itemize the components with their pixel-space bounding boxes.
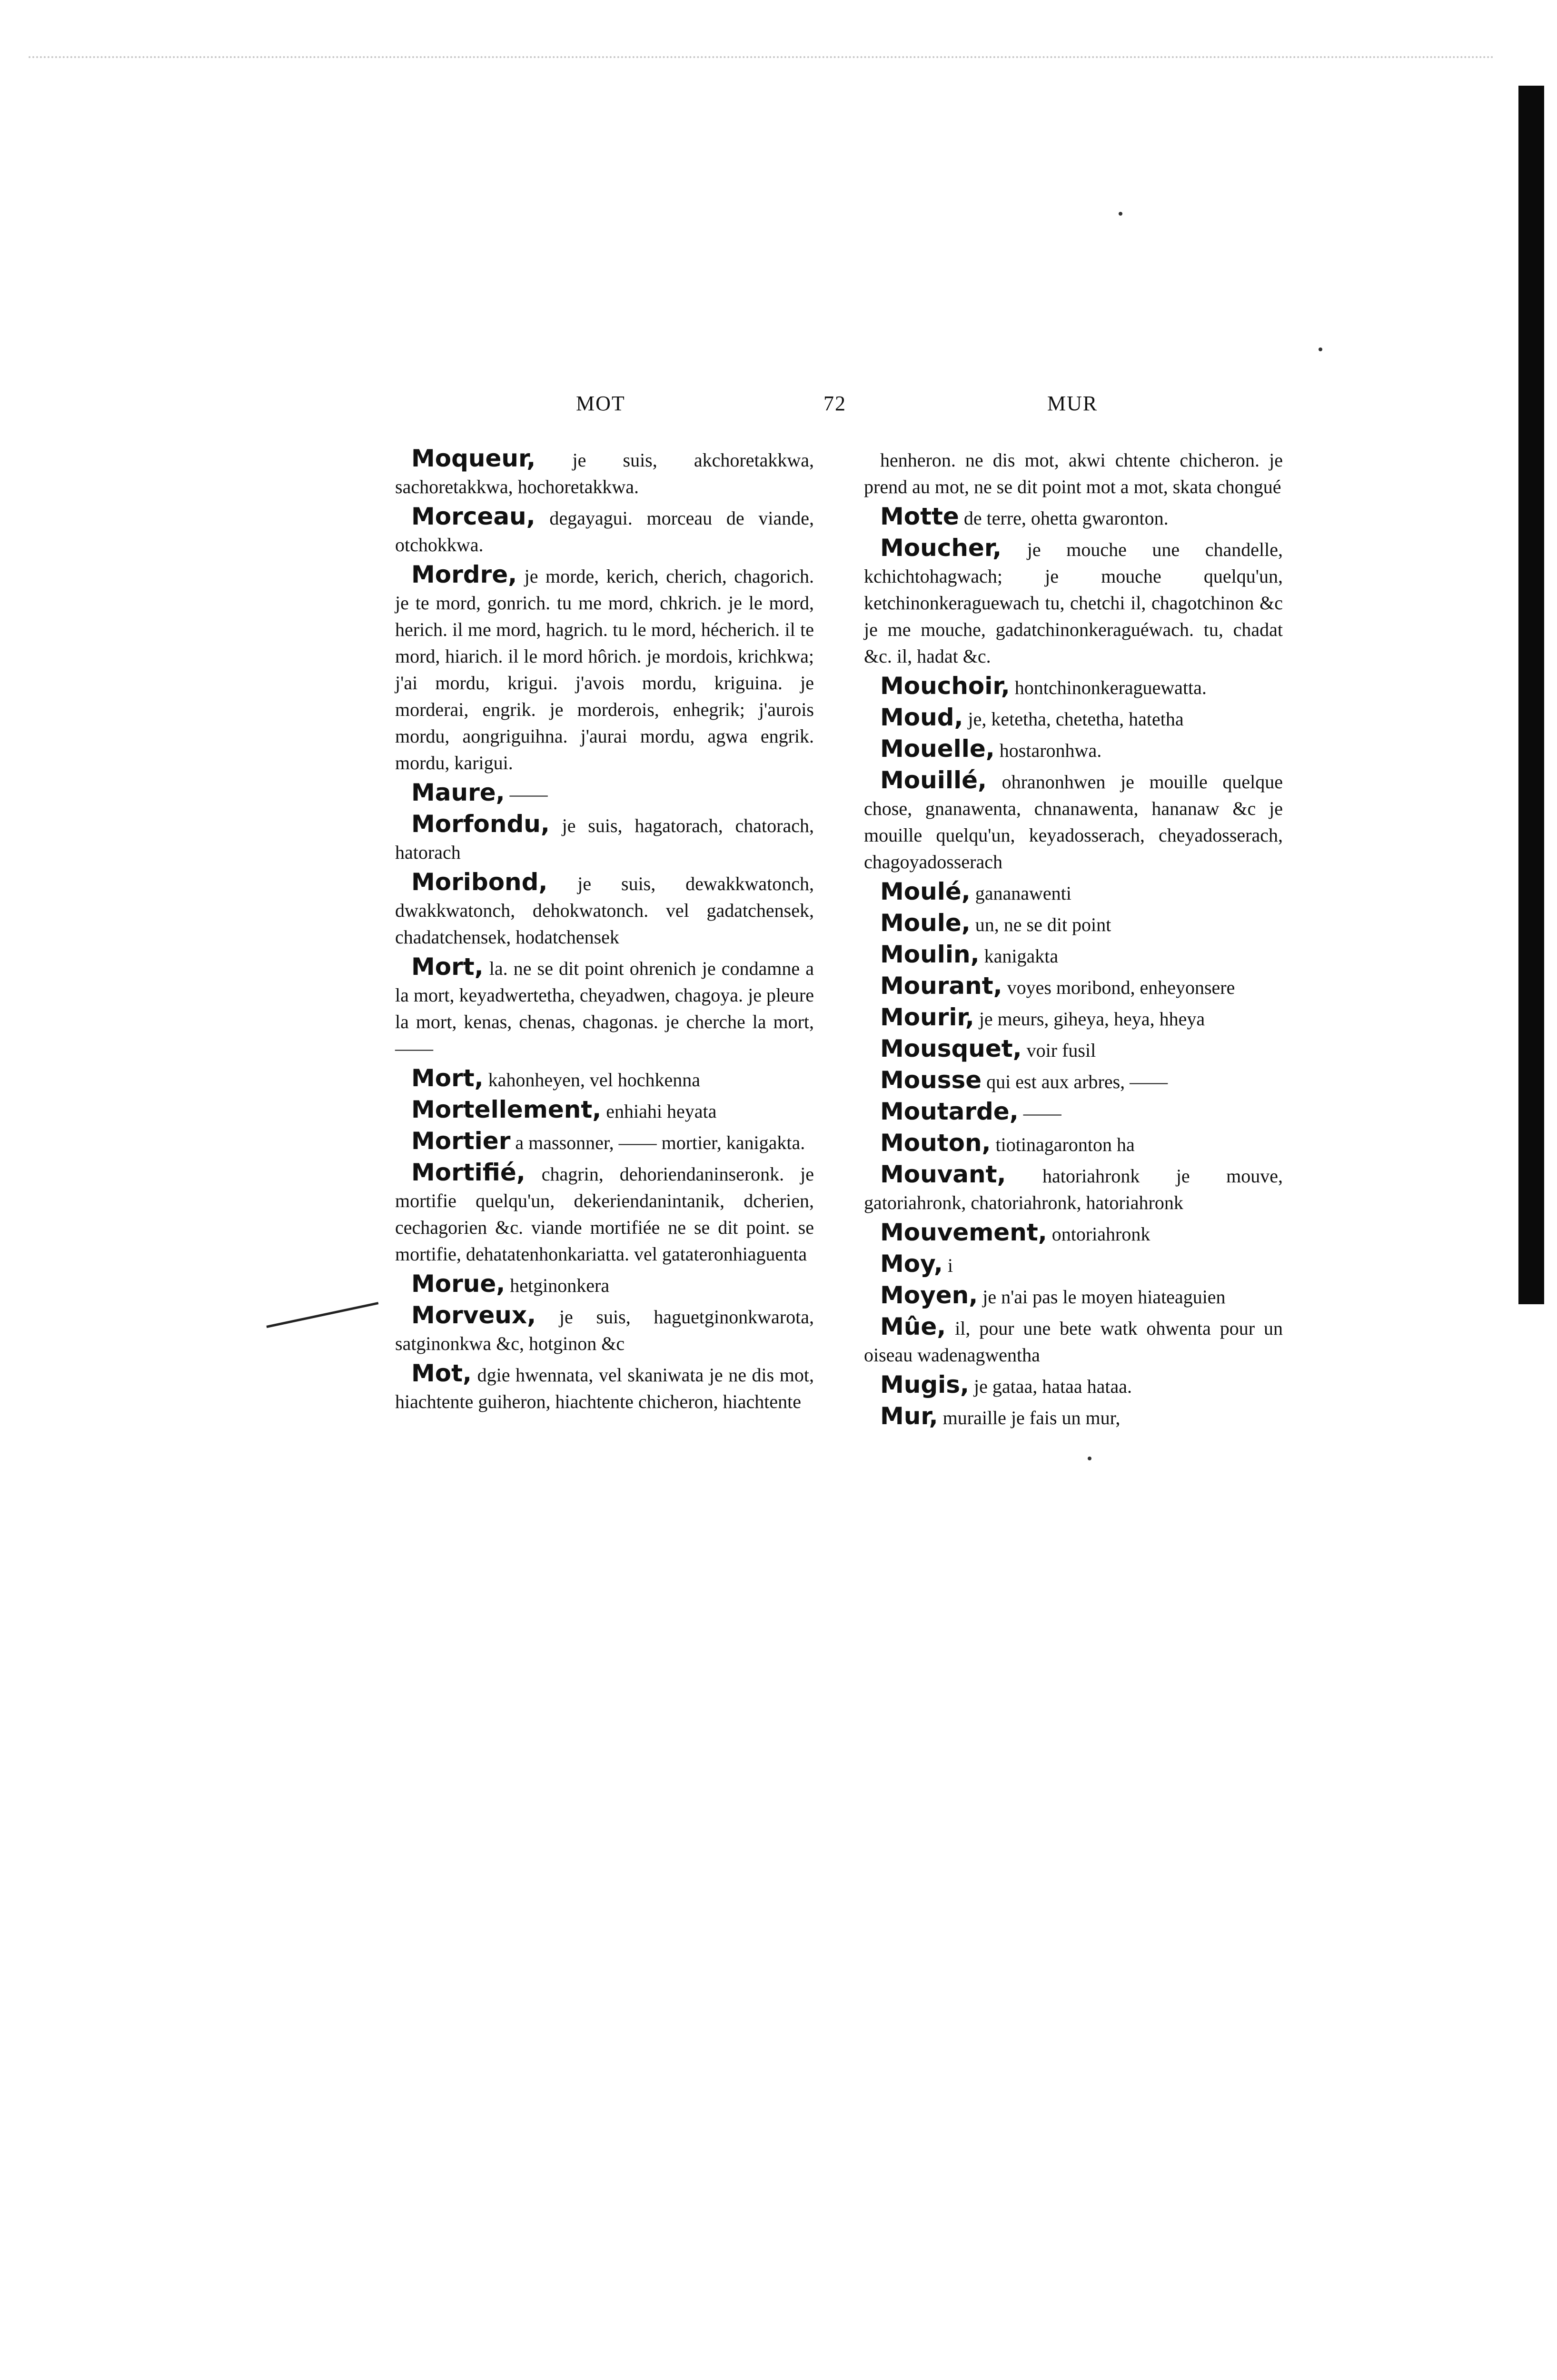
dictionary-entry xyxy=(395,445,814,500)
entry-definition: kanigakta xyxy=(979,945,1059,967)
entry-definition: ohranonhwen je mouille quelque chose, gnanawenta, chnanawenta, hananaw &c je mouille quelqu'un, keyadosserach, cheyadosserach, chagoyadosserach xyxy=(864,771,1283,873)
entry-headword: Mortier xyxy=(411,1127,511,1155)
dictionary-entry xyxy=(864,1313,1283,1368)
dictionary-entry xyxy=(864,878,1283,907)
dictionary-entry xyxy=(864,445,1283,500)
entry-headword: Mortellement, xyxy=(411,1096,602,1123)
dictionary-entry xyxy=(864,1371,1283,1400)
entry-headword: Mouton, xyxy=(880,1129,991,1157)
dictionary-entry xyxy=(864,972,1283,1001)
entry-headword: Mouelle, xyxy=(880,735,995,763)
entry-headword: Mousquet, xyxy=(880,1035,1022,1062)
entry-headword: Moribond, xyxy=(411,868,548,896)
dictionary-entry xyxy=(864,1035,1283,1064)
entry-definition: il, pour une bete watk ohwenta pour un oiseau wadenagwentha xyxy=(864,1318,1283,1366)
entry-definition: je suis, akchoretakkwa, sachoretakkwa, hochoretakkwa. xyxy=(395,449,814,497)
dictionary-entry xyxy=(395,503,814,558)
dictionary-entry xyxy=(395,1065,814,1093)
entry-definition: kahonheyen, vel hochkenna xyxy=(483,1069,701,1091)
dictionary-entry xyxy=(864,1219,1283,1248)
scan-noise-top xyxy=(29,56,1495,63)
entry-definition: hostaronhwa. xyxy=(994,740,1102,761)
entry-definition: —— xyxy=(505,783,548,805)
entry-definition: qui est aux arbres, —— xyxy=(982,1071,1168,1092)
entry-headword: Moulé, xyxy=(880,878,971,905)
entry-definition: je gataa, hataa hataa. xyxy=(969,1376,1132,1397)
dictionary-entry xyxy=(395,1096,814,1125)
right-column xyxy=(864,445,1283,1434)
entry-definition: je, ketetha, chetetha, hatetha xyxy=(963,708,1184,730)
entry-definition: hatoriahronk je mouve, gatoriahronk, chatoriahronk, hatoriahronk xyxy=(864,1165,1283,1213)
entry-headword: Mouchoir, xyxy=(880,672,1010,700)
entry-headword: Mordre, xyxy=(411,561,517,588)
dictionary-entry xyxy=(864,503,1283,532)
dictionary-entry xyxy=(864,704,1283,733)
entry-definition: tiotinagaronton ha xyxy=(991,1134,1135,1155)
dictionary-entry xyxy=(864,1250,1283,1279)
entry-headword: Mousse xyxy=(880,1066,982,1094)
entry-definition: degayagui. morceau de viande, otchokkwa. xyxy=(395,507,814,555)
entry-definition: voir fusil xyxy=(1021,1040,1096,1061)
entry-definition: je mouche une chandelle, kchichtohagwach; je mouche quelqu'un, ketchinonkeraguewach tu, chetchi il, chagotchinon &c je me mouche, gadatchinonkeraguéwach. tu, chadat &c. il, hadat &c. xyxy=(864,539,1283,667)
entry-headword: Mort, xyxy=(411,1064,484,1092)
entry-definition: de terre, ohetta gwaronton. xyxy=(959,507,1169,529)
entry-definition: je suis, dewakkwatonch, dwakkwatonch, dehokwatonch. vel gadatchensek, chadatchensek, hodatchensek xyxy=(395,873,814,948)
dictionary-entry xyxy=(864,1282,1283,1310)
entry-definition: —— xyxy=(1018,1102,1061,1124)
entry-definition: i xyxy=(942,1255,953,1276)
dictionary-entry xyxy=(864,535,1283,670)
dictionary-entry xyxy=(864,767,1283,875)
entry-definition: voyes moribond, enheyonsere xyxy=(1002,977,1235,998)
running-head-right: MUR xyxy=(1047,392,1098,415)
dictionary-entry xyxy=(395,953,814,1062)
entry-definition: enhiahi heyata xyxy=(601,1101,717,1122)
entry-headword: Morveux, xyxy=(411,1301,536,1329)
entry-headword: Moutarde, xyxy=(880,1098,1019,1125)
dictionary-entry xyxy=(864,1403,1283,1431)
dictionary-entry xyxy=(864,910,1283,938)
scan-edge-bar xyxy=(1518,86,1544,1304)
dictionary-entry xyxy=(395,1360,814,1415)
scan-speck xyxy=(1088,1457,1091,1460)
entry-headword: Morceau, xyxy=(411,503,536,530)
entry-headword: Mourant, xyxy=(880,972,1002,1000)
scan-speck xyxy=(1119,212,1122,216)
entry-definition: hontchinonkeraguewatta. xyxy=(1010,677,1207,698)
dictionary-entry xyxy=(864,673,1283,701)
entry-definition: dgie hwennata, vel skaniwata je ne dis mot, hiachtente guiheron, hiachtente chicheron, hiachtente xyxy=(395,1364,814,1412)
entry-headword: Moucher, xyxy=(880,534,1002,562)
entry-headword: Mouillé, xyxy=(880,766,987,794)
dictionary-entry xyxy=(395,561,814,776)
entry-headword: Mugis, xyxy=(880,1371,970,1398)
entry-definition: un, ne se dit point xyxy=(970,914,1111,935)
entry-headword: Mur, xyxy=(880,1402,938,1430)
dictionary-entry xyxy=(864,735,1283,764)
entry-headword: Morue, xyxy=(411,1270,506,1298)
entry-headword: Moulin, xyxy=(880,941,980,968)
entry-definition: je suis, hagatorach, chatorach, hatorach xyxy=(395,815,814,863)
entry-headword: Moyen, xyxy=(880,1281,978,1309)
entry-definition: hetginonkera xyxy=(505,1275,610,1296)
dictionary-entry xyxy=(395,1128,814,1156)
dictionary-entry xyxy=(864,1130,1283,1158)
dictionary-entry xyxy=(864,1067,1283,1095)
entry-headword: Morfondu, xyxy=(411,810,550,838)
dictionary-entry xyxy=(395,1270,814,1299)
entry-definition: je meurs, giheya, heya, hheya xyxy=(974,1008,1205,1030)
entry-headword: Moud, xyxy=(880,704,963,731)
entry-headword: Mot, xyxy=(411,1359,472,1387)
dictionary-entry xyxy=(864,1004,1283,1032)
entry-headword: Maure, xyxy=(411,779,505,806)
entry-headword: Moqueur, xyxy=(411,445,536,472)
dictionary-entry xyxy=(864,1161,1283,1216)
scan-speck xyxy=(1319,347,1322,351)
entry-headword: Mort, xyxy=(411,953,484,981)
dictionary-entry xyxy=(395,779,814,808)
dictionary-entry xyxy=(395,869,814,951)
dictionary-entry xyxy=(395,1159,814,1268)
entry-definition: a massonner, —— mortier, kanigakta. xyxy=(510,1132,805,1153)
entry-headword: Motte xyxy=(880,503,959,530)
entry-definition: je morde, kerich, cherich, chagorich. je te mord, gonrich. tu me mord, chkrich. je le mord, herich. il me mord, hagrich. tu le mord, hécherich. il te mord, hiarich. il le mord hôrich. je mordois, krichkwa; j'ai mordu, krigui. j'avois mordu, kriguina. je morderai, engrik. je morderois, enhegrik; j'aurois mordu, aongriguihna. j'aurai mordu, agwa engrik. mordu, karigui. xyxy=(395,565,814,774)
entry-definition: henheron. ne dis mot, akwi chtente chicheron. je prend au mot, ne se dit point mot a mot, skata chongué xyxy=(864,449,1283,497)
entry-definition: chagrin, dehoriendaninseronk. je mortifie quelqu'un, dekeriendanintanik, dcherien, cechagorien &c. viande mortifiée ne se dit point. se mortifie, dehatatenhonkariatta. vel gatateronhiaguenta xyxy=(395,1163,814,1265)
margin-pen-stroke xyxy=(266,1302,378,1328)
entry-headword: Mortifié, xyxy=(411,1159,526,1186)
entry-headword: Moule, xyxy=(880,909,971,937)
entry-headword: Mouvement, xyxy=(880,1219,1047,1246)
page-number: 72 xyxy=(823,392,846,415)
dictionary-entry xyxy=(395,1302,814,1357)
entry-definition: je n'ai pas le moyen hiateaguien xyxy=(978,1286,1226,1308)
running-head-left: MOT xyxy=(576,392,625,415)
dictionary-entry xyxy=(864,1098,1283,1127)
entry-headword: Mûe, xyxy=(880,1313,946,1340)
entry-headword: Moy, xyxy=(880,1250,943,1278)
dictionary-entry xyxy=(395,811,814,866)
entry-headword: Mourir, xyxy=(880,1003,974,1031)
entry-definition: ontoriahronk xyxy=(1047,1223,1150,1245)
entry-definition: muraille je fais un mur, xyxy=(938,1407,1121,1428)
dictionary-entry xyxy=(864,941,1283,970)
entry-definition: gananawenti xyxy=(970,883,1071,904)
entry-definition: la. ne se dit point ohrenich je condamne a la mort, keyadwertetha, cheyadwen, chagoya. je pleure la mort, kenas, chenas, chagonas. je cherche la mort, —— xyxy=(395,958,814,1059)
entry-definition: je suis, haguetginonkwarota, satginonkwa &c, hotginon &c xyxy=(395,1306,814,1354)
left-column xyxy=(395,445,814,1418)
entry-headword: Mouvant, xyxy=(880,1160,1006,1188)
